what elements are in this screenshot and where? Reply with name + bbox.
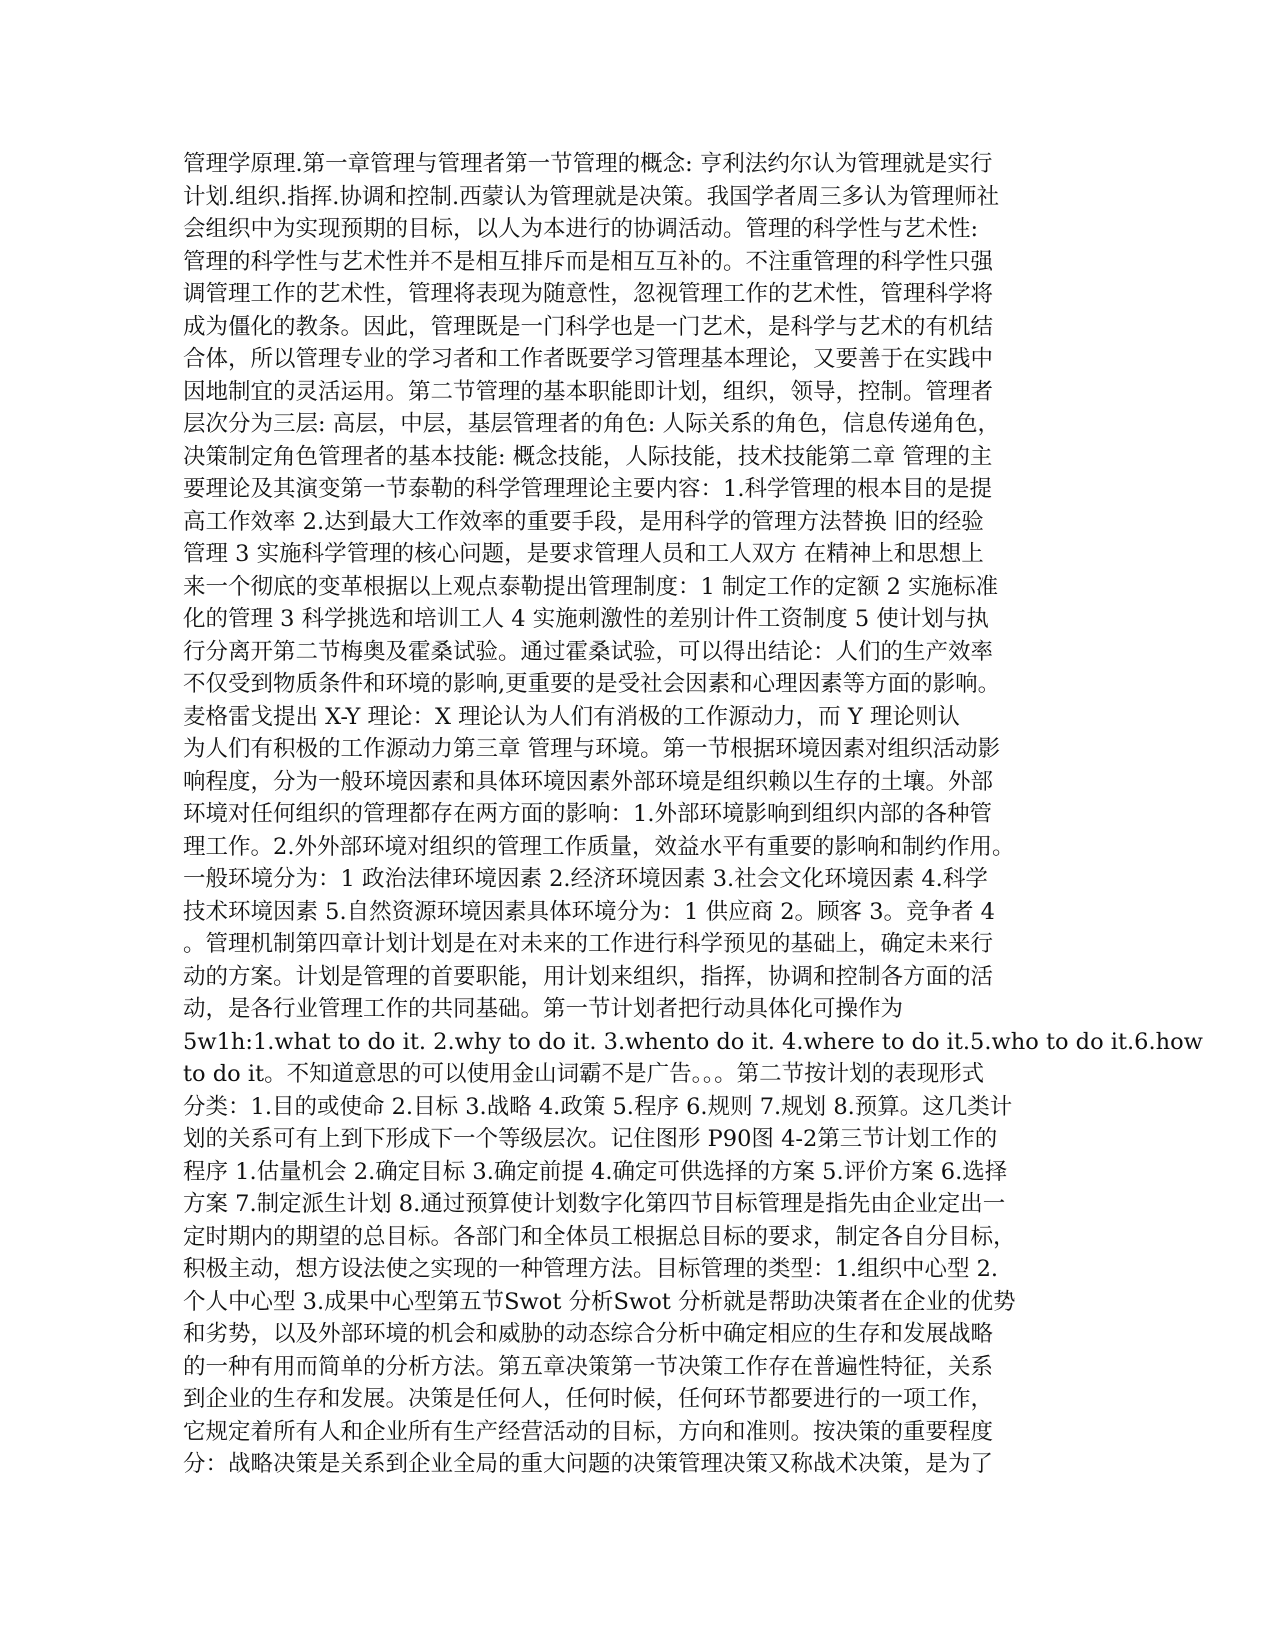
text-line: 个人中心型 3.成果中心型第五节Swot 分析Swot 分析就是帮助决策者在企业的优势 — [183, 1288, 1016, 1315]
text-line: 管理 3 实施科学管理的核心问题，是要求管理人员和工人双方 在精神上和思想上 — [183, 541, 984, 567]
text-line: 定时期内的期望的总目标。各部门和全体员工根据总目标的要求，制定各自分目标， — [183, 1223, 1016, 1250]
body-text — [183, 148, 1203, 1481]
text-line: 方案 7.制定派生计划 8.通过预算使计划数字化第四节目标管理是指先由企业定出一 — [183, 1191, 1006, 1217]
text-line: 理工作。2.外外部环境对组织的管理工作质量，效益水平有重要的影响和制约作用。 — [183, 833, 1015, 860]
text-line: 它规定着所有人和企业所有生产经营活动的目标，方向和准则。按决策的重要程度 — [183, 1418, 994, 1445]
text-line: 管理的科学性与艺术性并不是相互排斥而是相互互补的。不注重管理的科学性只强 — [183, 248, 994, 275]
text-line: 决策制定角色管理者的基本技能: 概念技能，人际技能，技术技能第二章 管理的主 — [183, 443, 993, 470]
text-line: 要理论及其演变第一节泰勒的科学管理理论主要内容：1.科学管理的根本目的是提 — [183, 476, 992, 502]
text-line: 和劣势，以及外部环境的机会和威胁的动态综合分析中确定相应的生存和发展战略 — [183, 1321, 994, 1347]
text-line: 行分离开第二节梅奥及霍桑试验。通过霍桑试验，可以得出结论：人们的生产效率 — [183, 638, 994, 665]
text-line: 高工作效率 2.达到最大工作效率的重要手段，是用科学的管理方法替换 旧的经验 — [183, 508, 984, 535]
text-line: 5w1h:1.what to do it. 2.why to do it. 3.whento do it. 4.where to do it.5.who to do it.6.how — [183, 1028, 1203, 1055]
text-line: 化的管理 3 科学挑选和培训工人 4 实施刺激性的差别计件工资制度 5 使计划与执 — [183, 606, 989, 632]
text-line: 合体，所以管理专业的学习者和工作者既要学习管理基本理论，又要善于在实践中 — [183, 346, 994, 372]
text-line: 分类：1.目的或使命 2.目标 3.战略 4.政策 5.程序 6.规则 7.规划 8.预算。这几类计 — [183, 1093, 1013, 1120]
text-line: 管理学原理.第一章管理与管理者第一节管理的概念: 亨利法约尔认为管理就是实行 — [183, 151, 993, 177]
text-line: 不仅受到物质条件和环境的影响,更重要的是受社会因素和心理因素等方面的影响。 — [183, 671, 1001, 697]
text-line: 划的关系可有上到下形成下一个等级层次。记住图形 P90图 4-2第三节计划工作的 — [183, 1126, 998, 1152]
text-line: 层次分为三层: 高层，中层，基层管理者的角色: 人际关系的角色，信息传递角色， — [183, 411, 1000, 437]
text-line: 因地制宜的灵活运用。第二节管理的基本职能即计划，组织，领导，控制。管理者 — [183, 378, 994, 405]
text-line: 分：战略决策是关系到企业全局的重大问题的决策管理决策又称战术决策，是为了 — [183, 1451, 994, 1477]
text-line: 计划.组织.指挥.协调和控制.西蒙认为管理就是决策。我国学者周三多认为管理师社 — [183, 183, 1000, 210]
text-line: 。管理机制第四章计划计划是在对未来的工作进行科学预见的基础上，确定未来行 — [183, 931, 994, 957]
text-line: 响程度，分为一般环境因素和具体环境因素外部环境是组织赖以生存的土壤。外部 — [183, 768, 994, 795]
text-line: 调管理工作的艺术性，管理将表现为随意性，忽视管理工作的艺术性，管理科学将 — [183, 281, 994, 307]
text-line: 程序 1.估量机会 2.确定目标 3.确定前提 4.确定可供选择的方案 5.评价方案 6.选择 — [183, 1158, 1008, 1185]
text-line: 麦格雷戈提出 X-Y 理论：X 理论认为人们有消极的工作源动力，而 Y 理论则认 — [183, 703, 960, 730]
text-line: 环境对任何组织的管理都存在两方面的影响：1.外部环境影响到组织内部的各种管 — [183, 801, 992, 827]
text-line: 为人们有积极的工作源动力第三章 管理与环境。第一节根据环境因素对组织活动影 — [183, 736, 1001, 762]
text-line: 积极主动，想方设法使之实现的一种管理方法。目标管理的类型：1.组织中心型 2. — [183, 1256, 999, 1282]
text-line: 技术环境因素 5.自然资源环境因素具体环境分为：1 供应商 2。顾客 3。竞争者 4 — [183, 898, 995, 925]
text-line: 会组织中为实现预期的目标，以人为本进行的协调活动。管理的科学性与艺术性: — [183, 216, 979, 242]
text-line: 的一种有用而简单的分析方法。第五章决策第一节决策工作存在普遍性特征，关系 — [183, 1353, 994, 1380]
text-line: 来一个彻底的变革根据以上观点泰勒提出管理制度：1 制定工作的定额 2 实施标准 — [183, 573, 999, 600]
text-line: to do it。不知道意思的可以使用金山词霸不是广告。。。第二节按计划的表现形式 — [183, 1061, 985, 1087]
text-line: 到企业的生存和发展。决策是任何人，任何时候，任何环节都要进行的一项工作， — [183, 1386, 994, 1412]
text-line: 动，是各行业管理工作的共同基础。第一节计划者把行动具体化可操作为 — [183, 996, 904, 1022]
text-line: 动的方案。计划是管理的首要职能，用计划来组织，指挥，协调和控制各方面的活 — [183, 963, 994, 990]
text-line: 一般环境分为：1 政治法律环境因素 2.经济环境因素 3.社会文化环境因素 4.科学 — [183, 866, 988, 892]
text-line: 成为僵化的教条。因此，管理既是一门科学也是一门艺术，是科学与艺术的有机结 — [183, 313, 994, 340]
